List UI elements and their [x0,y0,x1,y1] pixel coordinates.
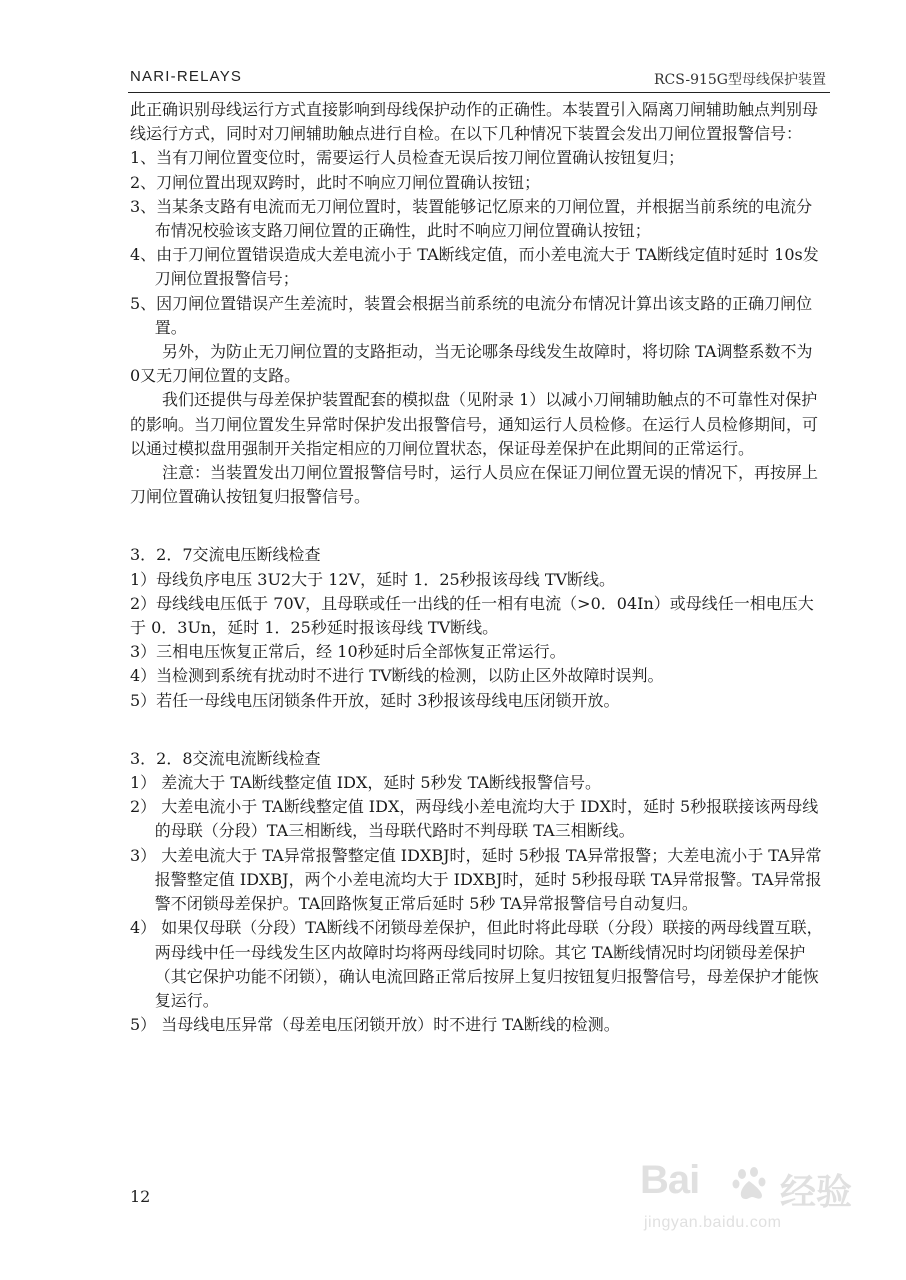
paragraph: 另外，为防止无刀闸位置的支路拒动，当无论哪条母线发生故障时，将切除 TA调整系数不为 0又无刀闸位置的支路。 [130,342,813,386]
section-title: 3．2．7交流电压断线检查 [130,545,321,565]
list-item: 1） 差流大于 TA断线整定值 IDX，延时 5秒发 TA断线报警信号。 [130,773,602,793]
list-item: 1、当有刀闸位置变位时，需要运行人员检查无误后按刀闸位置确认按钮复归； [130,148,685,168]
header-title: RCS-915G型母线保护装置 [654,72,826,88]
section-title: 3．2．8交流电流断线检查 [130,748,321,768]
list-item: 5、因刀闸位置错误产生差流时，装置会根据当前系统的电流分布情况计算出该支路的正确刀闸位置。 [130,293,813,337]
list-item: 4）当检测到系统有扰动时不进行 TV断线的检测，以防止区外故障时误判。 [130,666,664,686]
watermark-logo-text: Bai [640,1158,700,1202]
list-item: 5） 当母线电压异常（母差电压闭锁开放）时不进行 TA断线的检测。 [130,1015,620,1035]
intro-paragraph: 此正确识别母线运行方式直接影响到母线保护动作的正确性。本装置引入隔离刀闸辅助触点判别母线运行方式，同时对刀闸辅助触点进行自检。在以下几种情况下装置会发出刀闸位置报警信号： [130,100,819,144]
watermark-url: jingyan.baidu.com [644,1214,782,1231]
note-paragraph: 注意：当装置发出刀闸位置报警信号时，运行人员应在保证刀闸位置无误的情况下，再按屏上刀闸位置确认按钮复归报警信号。 [130,463,819,507]
list-item: 2、刀闸位置出现双跨时，此时不响应刀闸位置确认按钮； [130,172,541,192]
list-item: 3、当某条支路有电流而无刀闸位置时，装置能够记忆原来的刀闸位置，并根据当前系统的电流分布情况校验该支路刀闸位置的正确性，此时不响应刀闸位置确认按钮； [130,196,813,241]
document-body [130,98,826,1037]
header-brand: NARI-RELAYS [130,68,243,85]
list-item: 1）母线负序电压 3U2大于 12V，延时 1．25秒报该母线 TV断线。 [130,569,616,589]
paragraph: 我们还提供与母差保护装置配套的模拟盘（见附录 1）以减小刀闸辅助触点的不可靠性对保护的影响。当刀闸位置发生异常时保护发出报警信号，通知运行人员检修。在运行人员检修期间，可以通过模拟盘用强制开关指定相应的刀闸位置状态，保证母差保护在此期间的正常运行。 [130,390,819,458]
list-item: 2）母线线电压低于 70V，且母联或任一出线的任一相有电流（>0．04In）或母线任一相电压大于 0．3Un，延时 1．25秒延时报该母线 TV断线。 [130,593,814,638]
baidu-paw-icon [730,1164,770,1204]
page-number: 12 [130,1187,151,1206]
list-item: 4） 如果仅母联（分段）TA断线不闭锁母差保护，但此时将此母联（分段）联接的两母线置互联，两母线中任一母线发生区内故障时均将两母线同时切除。其它 TA断线情况时均闭锁母差保护（其它保护功能不闭锁），确认电流回路正常后按屏上复归按钮复归报警信号，母差保护才能恢复运行。 [130,918,823,1010]
baidu-jingyan-watermark [640,1158,880,1248]
list-item: 3） 大差电流大于 TA异常报警整定值 IDXBJ时，延时 5秒报 TA异常报警；大差电流小于 TA异常报警整定值 IDXBJ，两个小差电流均大于 IDXBJ时，延时 5秒报母联 TA异常报警。TA异常报警不闭锁母差保护。TA回路恢复正常后延时 5秒 TA异常报警信号自动复归。 [130,845,822,914]
list-item: 3）三相电压恢复正常后，经 10秒延时后全部恢复正常运行。 [130,642,566,662]
page-header [128,62,830,93]
list-item: 4、由于刀闸位置错误造成大差电流小于 TA断线定值，而小差电流大于 TA断线定值时延时 10s发刀闸位置报警信号； [130,245,819,289]
watermark-brand: 经验 [780,1171,853,1213]
list-item: 5）若任一母线电压闭锁条件开放，延时 3秒报该母线电压闭锁开放。 [130,690,620,710]
list-item: 2） 大差电流小于 TA断线整定值 IDX，两母线小差电流均大于 IDX时，延时 5秒报联接该两母线的母联（分段）TA三相断线，当母联代路时不判母联 TA三相断线。 [130,797,819,841]
